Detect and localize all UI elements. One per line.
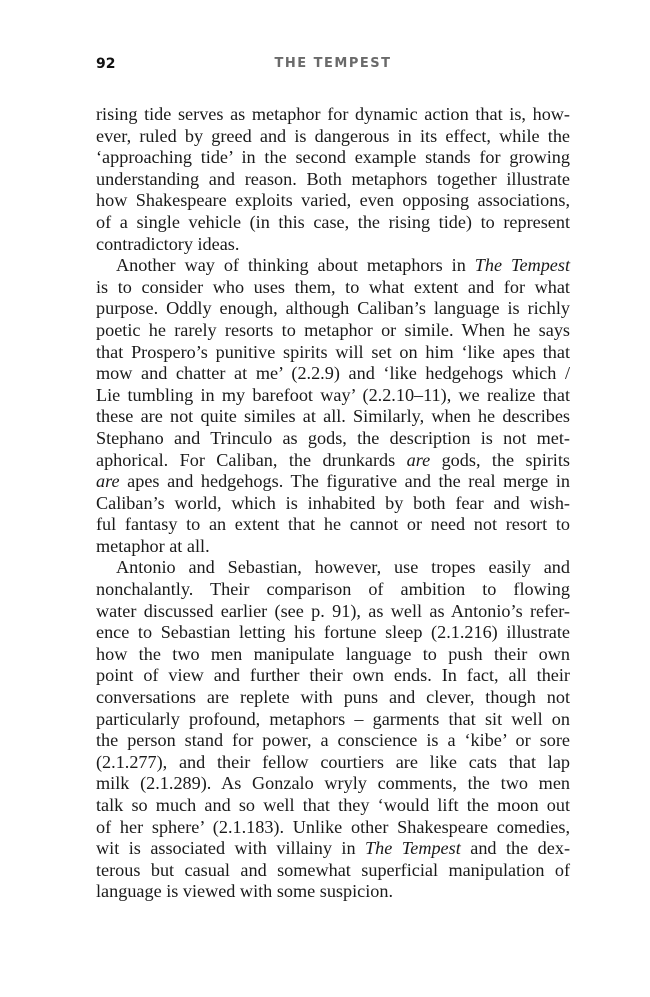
text-line: purpose. Oddly enough, although Caliban’s language is richly: [96, 298, 570, 319]
text-line: talk so much and so well that they ‘would lift the moon out: [96, 795, 570, 815]
text-line: Another way of thinking about metaphors in The Tempest: [116, 255, 570, 276]
text-line: Caliban’s world, which is inhabited by both fear and wish-: [96, 492, 570, 513]
text-line: milk (2.1.289). As Gonzalo wryly comments, the two men: [96, 773, 570, 794]
text-line: of a single vehicle (in this case, the rising tide) to represent: [96, 211, 570, 232]
text-line: metaphor at all.: [96, 535, 210, 556]
text-line: language is viewed with some suspicion.: [96, 881, 394, 902]
text-line: are apes and hedgehogs. The figurative and the real merge in: [96, 471, 570, 492]
text-line: rising tide serves as metaphor for dynamic action that is, how-: [96, 104, 570, 124]
text-line: Stephano and Trinculo as gods, the description is not met-: [96, 427, 570, 448]
text-line: is to consider who uses them, to what extent and for what: [96, 276, 570, 297]
text-line: aphorical. For Caliban, the drunkards are gods, the spirits: [96, 449, 570, 470]
text-line: (2.1.277), and their fellow courtiers are like cats that lap: [96, 751, 570, 772]
paragraph: [96, 557, 570, 903]
paragraph: [96, 255, 570, 557]
text-line: how Shakespeare exploits varied, even opposing associations,: [96, 190, 570, 211]
page-number: 92: [96, 56, 116, 72]
text-line: mow and chatter at me’ (2.2.9) and ‘like hedgehogs which /: [96, 363, 570, 384]
text-line: ence to Sebastian letting his fortune sleep (2.1.216) illustrate: [96, 622, 570, 643]
text-line: point of view and further their own ends. In fact, all their: [96, 665, 570, 686]
text-line: nonchalantly. Their comparison of ambition to flowing: [96, 579, 570, 600]
text-line: Lie tumbling in my barefoot way’ (2.2.10–11), we realize that: [96, 384, 570, 405]
text-line: contradictory ideas.: [96, 233, 240, 254]
text-line: Antonio and Sebastian, however, use tropes easily and: [116, 557, 570, 578]
text-line: ful fantasy to an extent that he cannot or need not resort to: [96, 514, 570, 535]
text-line: conversations are replete with puns and clever, though not: [96, 687, 570, 708]
text-line: understanding and reason. Both metaphors together illustrate: [96, 168, 570, 189]
text-line: terous but casual and somewhat superficial manipulation of: [96, 859, 570, 880]
running-title: THE TEMPEST: [274, 56, 392, 71]
paragraph: [96, 104, 570, 255]
text-line: that Prospero’s punitive spirits will set on him ‘like apes that: [96, 341, 570, 362]
text-line: water discussed earlier (see p. 91), as well as Antonio’s refer-: [96, 600, 570, 621]
text-line: these are not quite similes at all. Similarly, when he describes: [96, 406, 570, 427]
text-line: ‘approaching tide’ in the second example stands for growing: [96, 147, 570, 168]
text-line: poetic he rarely resorts to metaphor or simile. When he says: [96, 319, 570, 340]
text-line: particularly profound, metaphors – garments that sit well on: [96, 708, 570, 729]
text-line: the person stand for power, a conscience is a ‘kibe’ or sore: [96, 730, 570, 751]
text-line: wit is associated with villainy in The Tempest and the dex-: [96, 838, 571, 859]
body-text: [96, 104, 570, 903]
text-line: ever, ruled by greed and is dangerous in its effect, while the: [96, 125, 570, 146]
text-line: of her sphere’ (2.1.183). Unlike other Shakespeare comedies,: [96, 816, 570, 837]
text-line: how the two men manipulate language to push their own: [96, 643, 570, 664]
page-header: [96, 56, 570, 78]
